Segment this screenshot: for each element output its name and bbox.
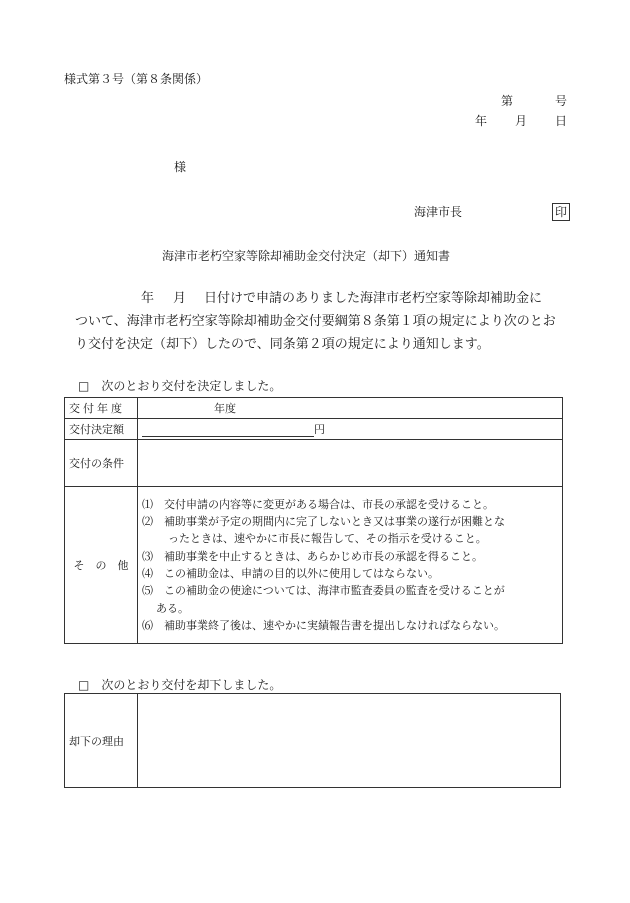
issuer-name: 海津市長: [414, 205, 463, 219]
conditions-label: 交付の条件: [65, 440, 138, 487]
year-cell: [138, 398, 563, 419]
list-item: ⑹ 補助事業終了後は、速やかに実績報告書を提出しなければならない。: [142, 618, 505, 632]
amount-cell: [138, 419, 563, 440]
list-item-continuation: ある。: [156, 601, 189, 615]
date-month: 月: [515, 114, 528, 128]
other-list: [138, 487, 563, 644]
list-item: ⑴ 交付申請の内容等に変更がある場合は、市長の承認を受けること。: [142, 497, 494, 511]
reason-label: 却下の理由: [65, 694, 138, 788]
date-year: 年: [475, 114, 488, 128]
body-line-3: り交付を決定（却下）したので、同条第２項の規定により通知します。: [75, 337, 490, 352]
year-value: 年度: [214, 402, 236, 415]
amount-label: 交付決定額: [65, 419, 138, 440]
section2-heading: [78, 676, 281, 693]
list-item: ⑵ 補助事業が予定の期間内に完了しないとき又は事業の遂行が困難とな: [142, 515, 505, 529]
table-row-other: [65, 487, 563, 644]
reason-cell[interactable]: [138, 694, 561, 788]
section2-heading-text: 次のとおり交付を却下しました。: [101, 678, 282, 692]
list-item-continuation: ったときは、速やかに市長に報告して、その指示を受けること。: [168, 532, 487, 546]
list-item: ⑷ この補助金は、申請の目的以外に使用してはならない。: [142, 567, 439, 580]
body-line-2: ついて、海津市老朽空家等除却補助金交付要綱第８条第１項の規定により次のとお: [75, 314, 556, 329]
body-year: 年: [141, 291, 155, 306]
section2-checkbox[interactable]: □: [78, 678, 90, 692]
document-title: 海津市老朽空家等除却補助金交付決定（却下）通知書: [162, 249, 451, 263]
seal-mark: [552, 201, 570, 221]
body-line-1-text: 日付けで申請のありました海津市老朽空家等除却補助金に: [204, 291, 543, 306]
table-row-year: [65, 398, 563, 419]
body-month: 月: [173, 291, 187, 306]
section1-checkbox[interactable]: □: [78, 379, 90, 393]
table-row-amount: [65, 419, 563, 440]
other-label: そ の 他: [65, 487, 138, 644]
date-day: 日: [555, 114, 568, 128]
list-item: ⑶ 補助事業を中止するときは、あらかじめ市長の承認を得ること。: [142, 549, 483, 563]
addressee-suffix: 様: [174, 160, 187, 174]
doc-number-go: 号: [555, 94, 568, 108]
conditions-cell[interactable]: [138, 440, 563, 487]
form-identifier: 様式第３号（第８条関係）: [64, 72, 209, 86]
doc-number-dai: 第: [501, 94, 514, 108]
seal-text: 印: [552, 203, 570, 221]
section1-heading-text: 次のとおり交付を決定しました。: [101, 379, 282, 393]
body-line-1: [141, 287, 542, 310]
rejection-table: [64, 693, 561, 788]
amount-unit: 円: [314, 423, 325, 436]
table-row-reason: [65, 694, 561, 788]
list-item: ⑸ この補助金の使途については、海津市監査委員の監査を受けることが: [142, 584, 505, 598]
year-label: 交付年度: [65, 398, 138, 419]
table-row-conditions: [65, 440, 563, 487]
section1-heading: [78, 377, 281, 394]
grant-decision-table: [64, 397, 563, 644]
amount-input-line[interactable]: [142, 422, 314, 437]
